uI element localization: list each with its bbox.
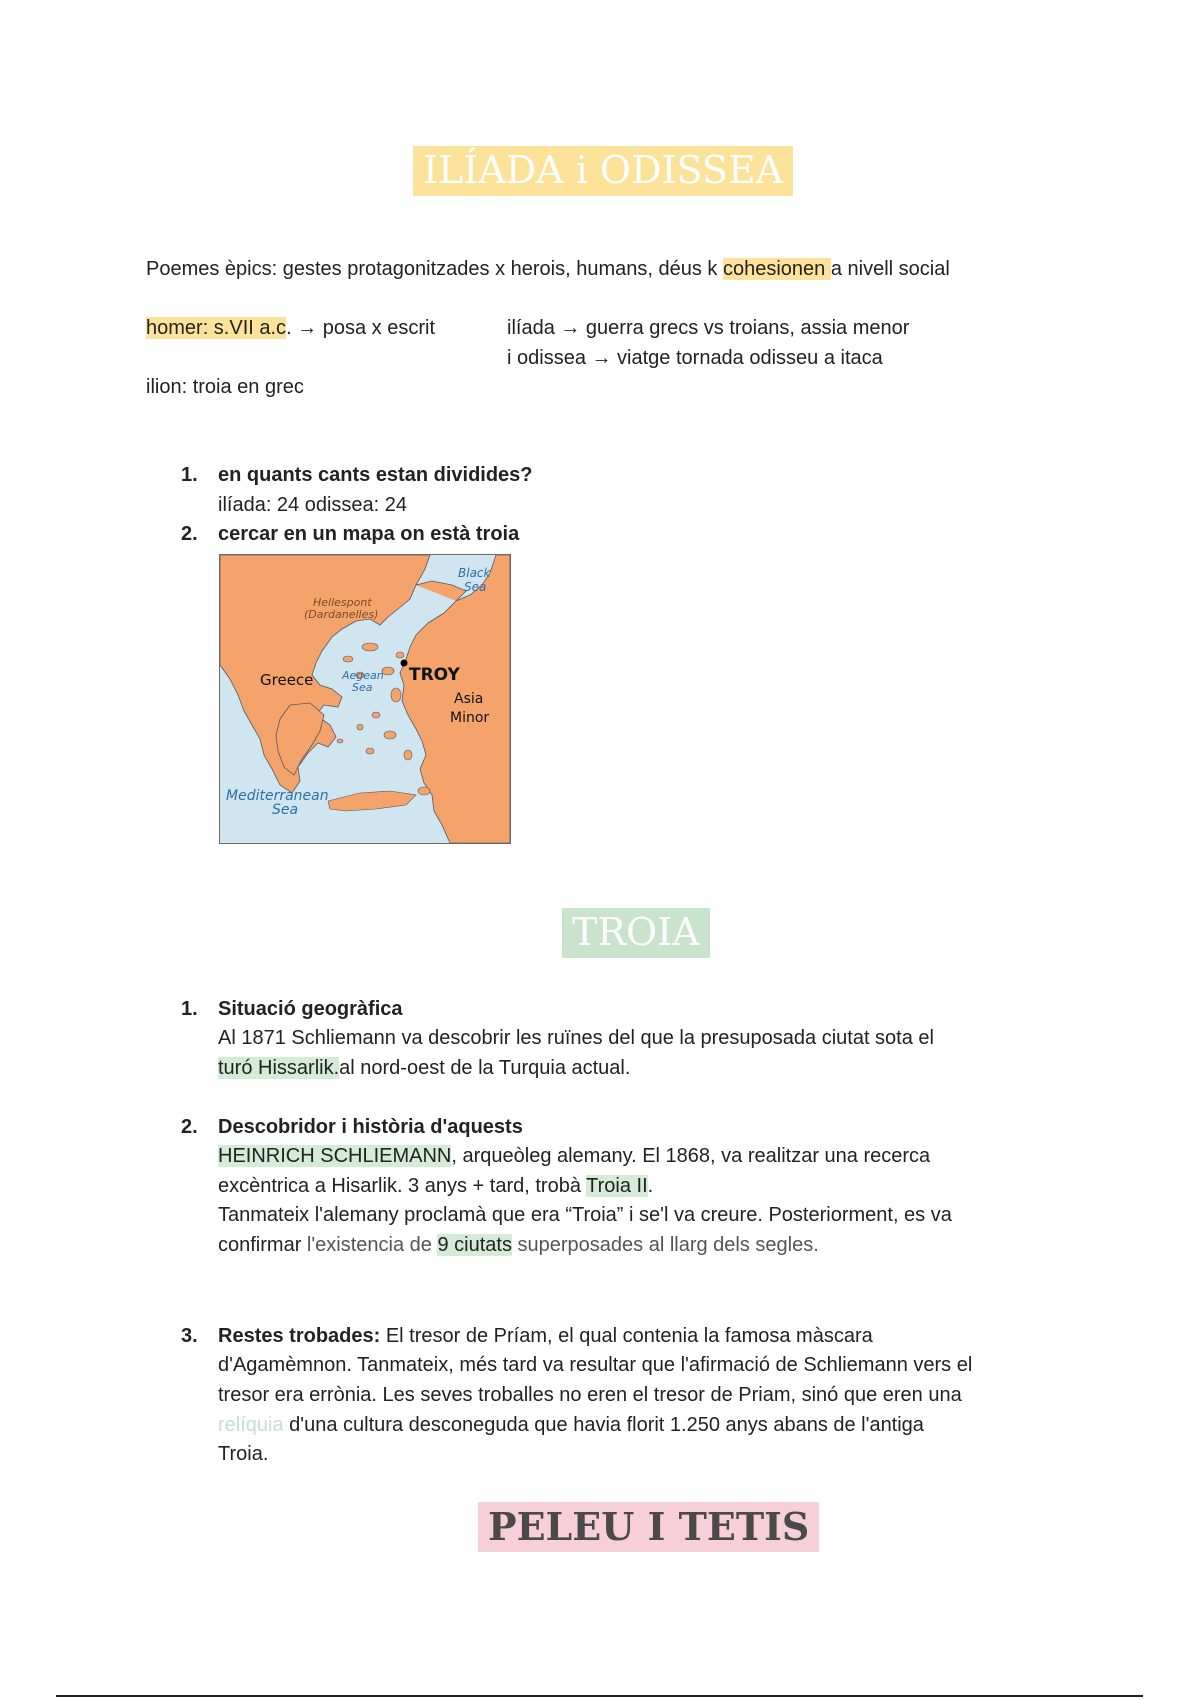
- homer-rest: . → posa x escrit: [286, 317, 435, 339]
- troia-3-line-3: tresor era errònia. Les seves troballes no eren el tresor de Priam, sinó que eren una: [218, 1384, 962, 1406]
- intro-text-a: Poemes èpics: gestes protagonitzades x herois, humans, déus k: [146, 258, 723, 280]
- asia-minor-label-2: Minor: [450, 710, 490, 726]
- troy-map: [219, 554, 511, 844]
- greece-label: Greece: [260, 671, 314, 689]
- highlight-9-ciutats: 9 ciutats: [437, 1234, 512, 1256]
- troia-3-line-1: [218, 1321, 873, 1351]
- black-sea-label-2: Sea: [464, 580, 487, 594]
- troia-heading-2: Descobridor i història d'aquests: [218, 1116, 523, 1138]
- answer-1: ilíada: 24 odissea: 24: [218, 494, 408, 516]
- troia-2-line-1-rest: , arqueòleg alemany. El 1868, va realitzar una recerca: [451, 1145, 931, 1167]
- intro-text-b: a nivell social: [830, 258, 950, 280]
- troia-2-line-4-faint-2: superposades al llarg dels segles.: [511, 1234, 819, 1256]
- hellespont-label-1: Hellespont: [313, 596, 372, 609]
- homer-line: [146, 313, 435, 343]
- odissea-line: i odissea → viatge tornada odisseu a itaca: [507, 347, 883, 369]
- highlight-troia-ii: Troia II: [586, 1175, 648, 1197]
- troia-1-line-1: Al 1871 Schliemann va descobrir les ruïnes del que la presuposada ciutat sota el: [218, 1027, 934, 1049]
- troia-2-line-4-a: confirmar: [218, 1234, 307, 1256]
- troia-heading-3: Restes trobades:: [218, 1325, 381, 1347]
- aegean-label-2: Sea: [352, 681, 373, 694]
- title-troia: TROIA: [562, 908, 710, 958]
- troia-heading-1: Situació geogràfica: [218, 998, 403, 1020]
- ilion-line: ilion: troia en grec: [146, 376, 304, 398]
- troia-3-line-4-rest: d'una cultura desconeguda que havia florit 1.250 anys abans de l'antiga: [283, 1414, 924, 1436]
- mediterranean-label-1: Mediterranean: [226, 788, 329, 804]
- iliada-line: ilíada → guerra grecs vs troians, assia menor: [507, 317, 910, 339]
- question-number-2: 2.: [181, 523, 198, 545]
- troia-1-line-2-rest: al nord-oest de la Turquia actual.: [339, 1057, 631, 1079]
- troia-3-line-2: d'Agamèmnon. Tanmateix, més tard va resultar que l'afirmació de Schliemann vers el: [218, 1354, 973, 1376]
- troia-2-line-2: [218, 1171, 653, 1201]
- highlight-homer: homer: s.VII a.c: [146, 317, 287, 339]
- troia-2-line-2-a: excèntrica a Hisarlik. 3 anys + tard, trobà: [218, 1175, 587, 1197]
- question-number-1: 1.: [181, 464, 198, 486]
- title-peleu-tetis: PELEU I TETIS: [478, 1502, 819, 1552]
- mediterranean-label-2: Sea: [272, 802, 299, 818]
- aegean-label-1: Aegean: [342, 669, 384, 682]
- troia-1-line-2: [218, 1053, 630, 1083]
- troia-number-2: 2.: [181, 1116, 198, 1138]
- troia-number-1: 1.: [181, 998, 198, 1020]
- troia-2-line-2-b: .: [647, 1175, 654, 1197]
- highlight-schliemann: HEINRICH SCHLIEMANN: [218, 1145, 452, 1167]
- troia-3-line-4: [218, 1410, 924, 1440]
- page-bottom-rule: [56, 1695, 1143, 1697]
- faded-word-reliquia: relíquia: [218, 1414, 284, 1436]
- highlight-hissarlik: turó Hissarlik.: [218, 1057, 340, 1079]
- question-2: cercar en un mapa on està troia: [218, 523, 520, 545]
- asia-minor-label-1: Asia: [454, 691, 484, 707]
- question-1: en quants cants estan dividides?: [218, 464, 533, 486]
- troy-label: TROY: [409, 665, 460, 685]
- troia-3-line-1-rest: El tresor de Príam, el qual contenia la famosa màscara: [380, 1325, 873, 1347]
- title-iliada-odissea: ILÍADA i ODISSEA: [413, 146, 793, 196]
- highlight-cohesionen: cohesionen: [722, 258, 831, 280]
- troia-2-line-4-faint-1: l'existencia de: [306, 1234, 438, 1256]
- troia-2-line-1: [218, 1141, 930, 1171]
- hellespont-label-2: (Dardanelles): [304, 608, 379, 621]
- intro-line: [146, 254, 950, 284]
- troia-2-line-3: Tanmateix l'alemany proclamà que era “Troia” i se'l va creure. Posteriorment, es va: [218, 1204, 952, 1226]
- troia-2-line-4: [218, 1230, 819, 1260]
- black-sea-label-1: Black: [458, 566, 491, 580]
- troia-3-line-5: Troia.: [218, 1443, 269, 1465]
- troia-number-3: 3.: [181, 1325, 198, 1347]
